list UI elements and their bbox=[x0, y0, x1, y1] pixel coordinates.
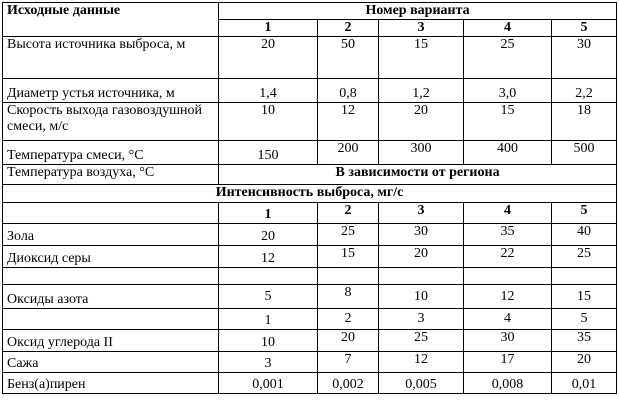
header-variant-number: Номер варианта bbox=[219, 3, 617, 20]
param-label-diameter: Диаметр устья источника, м bbox=[3, 79, 219, 103]
intensity-variant-2: 2 bbox=[318, 203, 379, 224]
table-cell: 20 bbox=[379, 103, 464, 141]
emission-label-benzopyrene: Бенз(а)пирен bbox=[3, 373, 219, 394]
table-cell: 150 bbox=[219, 141, 318, 165]
table-cell: 7 bbox=[318, 352, 379, 373]
table-cell: 35 bbox=[552, 330, 617, 352]
table-cell: 5 bbox=[219, 285, 318, 309]
table-cell: 2,2 bbox=[552, 79, 617, 103]
table-cell: 10 bbox=[219, 330, 318, 352]
header-source-data: Исходные данные bbox=[3, 3, 219, 37]
spacer-cell bbox=[3, 268, 219, 285]
intensity-variant-5: 5 bbox=[552, 203, 617, 224]
air-temp-value: В зависимости от региона bbox=[219, 165, 617, 185]
emission-label-so2: Диоксид серы bbox=[3, 246, 219, 268]
table-cell: 3 bbox=[219, 352, 318, 373]
table-cell: 25 bbox=[318, 224, 379, 246]
table-cell: 1,2 bbox=[379, 79, 464, 103]
table-cell: 8 bbox=[318, 285, 379, 309]
emission-label-co: Оксид углерода II bbox=[3, 330, 219, 352]
table-cell: 17 bbox=[464, 352, 552, 373]
spacer-cell bbox=[552, 268, 617, 285]
table-cell: 22 bbox=[464, 246, 552, 268]
intensity-variant-3: 3 bbox=[379, 203, 464, 224]
table-cell: 10 bbox=[379, 285, 464, 309]
air-temp-label: Температура воздуха, °С bbox=[3, 165, 219, 185]
spacer-cell bbox=[219, 268, 318, 285]
repeat-variant-1: 1 bbox=[219, 309, 318, 330]
intensity-variant-4: 4 bbox=[464, 203, 552, 224]
table-cell: 1,4 bbox=[219, 79, 318, 103]
table-cell: 10 bbox=[219, 103, 318, 141]
table-cell: 0,008 bbox=[464, 373, 552, 394]
variant-col-2: 2 bbox=[318, 20, 379, 37]
empty-cell bbox=[3, 309, 219, 330]
table-cell: 3,0 bbox=[464, 79, 552, 103]
table-cell: 12 bbox=[379, 352, 464, 373]
table-cell: 0,8 bbox=[318, 79, 379, 103]
spacer-cell bbox=[379, 268, 464, 285]
repeat-variant-2: 2 bbox=[318, 309, 379, 330]
table-cell: 0,002 bbox=[318, 373, 379, 394]
variant-col-4: 4 bbox=[464, 20, 552, 37]
table-cell: 20 bbox=[219, 224, 318, 246]
table-cell: 15 bbox=[318, 246, 379, 268]
emission-data-table bbox=[2, 2, 617, 394]
table-cell: 0,01 bbox=[552, 373, 617, 394]
repeat-variant-5: 5 bbox=[552, 309, 617, 330]
table-cell: 25 bbox=[464, 37, 552, 79]
table-cell: 50 bbox=[318, 37, 379, 79]
spacer-cell bbox=[318, 268, 379, 285]
table-cell: 20 bbox=[379, 246, 464, 268]
table-cell: 12 bbox=[219, 246, 318, 268]
table-cell: 400 bbox=[464, 141, 552, 165]
table-cell: 15 bbox=[464, 103, 552, 141]
variant-col-5: 5 bbox=[552, 20, 617, 37]
table-cell: 30 bbox=[379, 224, 464, 246]
table-cell: 20 bbox=[219, 37, 318, 79]
empty-cell bbox=[3, 203, 219, 224]
table-cell: 40 bbox=[552, 224, 617, 246]
table-cell: 25 bbox=[552, 246, 617, 268]
table-cell: 15 bbox=[379, 37, 464, 79]
table-cell: 30 bbox=[552, 37, 617, 79]
table-cell: 500 bbox=[552, 141, 617, 165]
repeat-variant-3: 3 bbox=[379, 309, 464, 330]
table-cell: 35 bbox=[464, 224, 552, 246]
variant-col-1: 1 bbox=[219, 20, 318, 37]
table-cell: 18 bbox=[552, 103, 617, 141]
table-cell: 20 bbox=[552, 352, 617, 373]
param-label-height: Высота источника выброса, м bbox=[3, 37, 219, 79]
variant-col-3: 3 bbox=[379, 20, 464, 37]
spacer-cell bbox=[464, 268, 552, 285]
repeat-variant-4: 4 bbox=[464, 309, 552, 330]
intensity-title: Интенсивность выброса, мг/с bbox=[3, 185, 617, 203]
emission-label-nox: Оксиды азота bbox=[3, 285, 219, 309]
intensity-variant-1: 1 bbox=[219, 203, 318, 224]
table-cell: 12 bbox=[318, 103, 379, 141]
table-cell: 0,005 bbox=[379, 373, 464, 394]
table-cell: 25 bbox=[379, 330, 464, 352]
param-label-velocity: Скорость выхода газовоздушной смеси, м/с bbox=[3, 103, 219, 141]
table-cell: 200 bbox=[318, 141, 379, 165]
table-cell: 0,001 bbox=[219, 373, 318, 394]
param-label-mix-temp: Температура смеси, °С bbox=[3, 141, 219, 165]
table-cell: 15 bbox=[552, 285, 617, 309]
table-cell: 30 bbox=[464, 330, 552, 352]
table-cell: 12 bbox=[464, 285, 552, 309]
emission-label-soot: Сажа bbox=[3, 352, 219, 373]
table-cell: 300 bbox=[379, 141, 464, 165]
emission-label-ash: Зола bbox=[3, 224, 219, 246]
table-cell: 20 bbox=[318, 330, 379, 352]
